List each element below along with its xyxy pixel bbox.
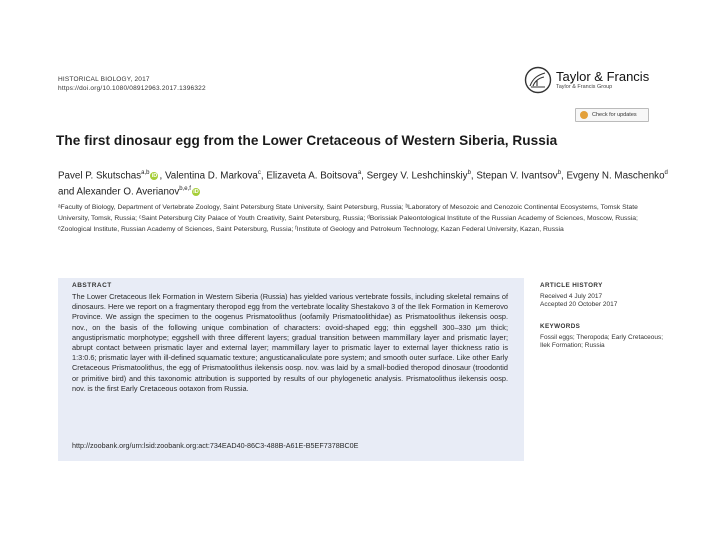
accepted-date: Accepted 20 October 2017 (540, 301, 618, 308)
abstract-heading: ABSTRACT (72, 282, 112, 289)
orcid-icon[interactable]: iD (193, 189, 199, 196)
check-updates-label: Check for updates (592, 112, 637, 118)
publisher-name: Taylor & Francis (556, 69, 650, 84)
author-name[interactable]: Evgeny N. Maschenko (566, 170, 665, 182)
orcid-icon[interactable]: iD (151, 173, 158, 180)
abstract-text: The Lower Cretaceous Ilek Formation in Western Siberia (Russia) has yielded various vertebrate fossils, including skeletal remains of dinosaurs. Here we report on a fragmentary theropod egg from the vertebrate locality Shestakovo 3 of the Ilek Formation in Kemerovo Province. We assign the specimen to the oogenus Prismatoolithus (oofamily Prismatoolithidae) as Prismatoolithus ilekensis oosp. nov., on the basis of the following unique combination of characters: ovoid-shaped egg; thin eggshell 300–330 μm thick; angustiprismatic morphotype; eggshell with three different layers; gradual transition between mammillary layer and prismatic layer; abrupt contact between prismatic layer and external layer; mammillary layer to prismatic layer to external layer thickness ratio is 1:3:0.6; prismatic layer with ill-defined squamatic texture; angusticanaliculate pore system; and smooth outer surface. Like other Early Cretaceous Prismatoolithus, the egg of Prismatoolithus ilekensis oosp. nov. was laid by a small-bodied theropod dinosaur (troodontid or primitive bird) and this taxonomic attribution is supported by results of our phylogenetic analysis. Prismatoolithus ilekensis oosp. nov. is the first Early Cretaceous ootaxon from Russia. (72, 292, 508, 393)
keywords-section (540, 323, 670, 351)
received-date: Received 4 July 2017 (540, 292, 603, 300)
article-title: The first dinosaur egg from the Lower Cretaceous of Western Siberia, Russia (56, 133, 558, 148)
author-affiliation-marker: a (357, 170, 362, 176)
author-name[interactable]: Alexander O. Averianov (76, 186, 180, 198)
author-affiliation-marker: d (664, 170, 668, 176)
journal-name: HISTORICAL BIOLOGY, 2017 (58, 76, 150, 83)
keywords-heading: KEYWORDS (540, 323, 581, 330)
author-name[interactable]: Pavel P. Skutschas (58, 170, 142, 182)
author-affiliation-marker: b (557, 170, 562, 176)
publisher-group: Taylor & Francis Group (556, 84, 613, 90)
author-affiliation-marker: c (257, 170, 261, 176)
author-affiliation-marker: a,b (141, 170, 150, 176)
author-affiliation-marker: b (467, 170, 471, 176)
author-name[interactable]: Valentina D. Markova (164, 170, 258, 182)
author-name[interactable]: Stepan V. Ivantsov (476, 170, 558, 182)
crossmark-icon (580, 111, 588, 119)
zoobank-link[interactable]: http://zoobank.org/urn:lsid:zoobank.org:act:734EAD40-86C3-488B-A61E-B5EF7378BC0E (72, 441, 359, 450)
publisher-emblem-icon (524, 66, 552, 94)
publisher-logo[interactable] (524, 66, 654, 96)
author-list: Pavel P. Skutschas$^{a,b}$iD , Valentina D. Markova$^c$, Elizaveta A. Boitsova$^a$, Sergey V. Leshchinskiy$^b$, Stepan V. Ivantsov$^b$, Evgeny N. Maschenko$^d$ and Alexander O. Averianov$^{b,e,f}$iD (58, 170, 668, 198)
author-affiliation-marker: b,e,f (179, 185, 191, 192)
check-updates-button[interactable] (575, 108, 649, 122)
article-history (540, 282, 670, 310)
affiliations: ᵃFaculty of Biology, Department of Vertebrate Zoology, Saint Petersburg State University, Saint Petersburg, Russia; ᵇLaboratory of Mesozoic and Cenozoic Continental Ecosystems, Tomsk State University, Tomsk, Russia; ᶜSaint Petersburg City Palace of Youth Creativity, Saint Petersburg, Russia; ᵈBorissiak Paleontological Institute of the Russian Academy of Sciences, Moscow, Russia; ᵉZoological Institute, Russian Academy of Sciences, Saint Petersburg, Russia; ᶠInstitute of Geology and Petroleum Technology, Kazan Federal University, Kazan, Russia (58, 204, 638, 233)
author-name[interactable]: Elizaveta A. Boitsova (266, 170, 358, 182)
journal-header (58, 75, 206, 93)
doi-link[interactable]: https://doi.org/10.1080/08912963.2017.1396322 (58, 85, 206, 92)
keywords-text: Fossil eggs; Theropoda; Early Cretaceous; Ilek Formation; Russia (540, 333, 664, 349)
author-name[interactable]: Sergey V. Leshchinskiy (366, 170, 468, 182)
history-heading: ARTICLE HISTORY (540, 282, 603, 289)
